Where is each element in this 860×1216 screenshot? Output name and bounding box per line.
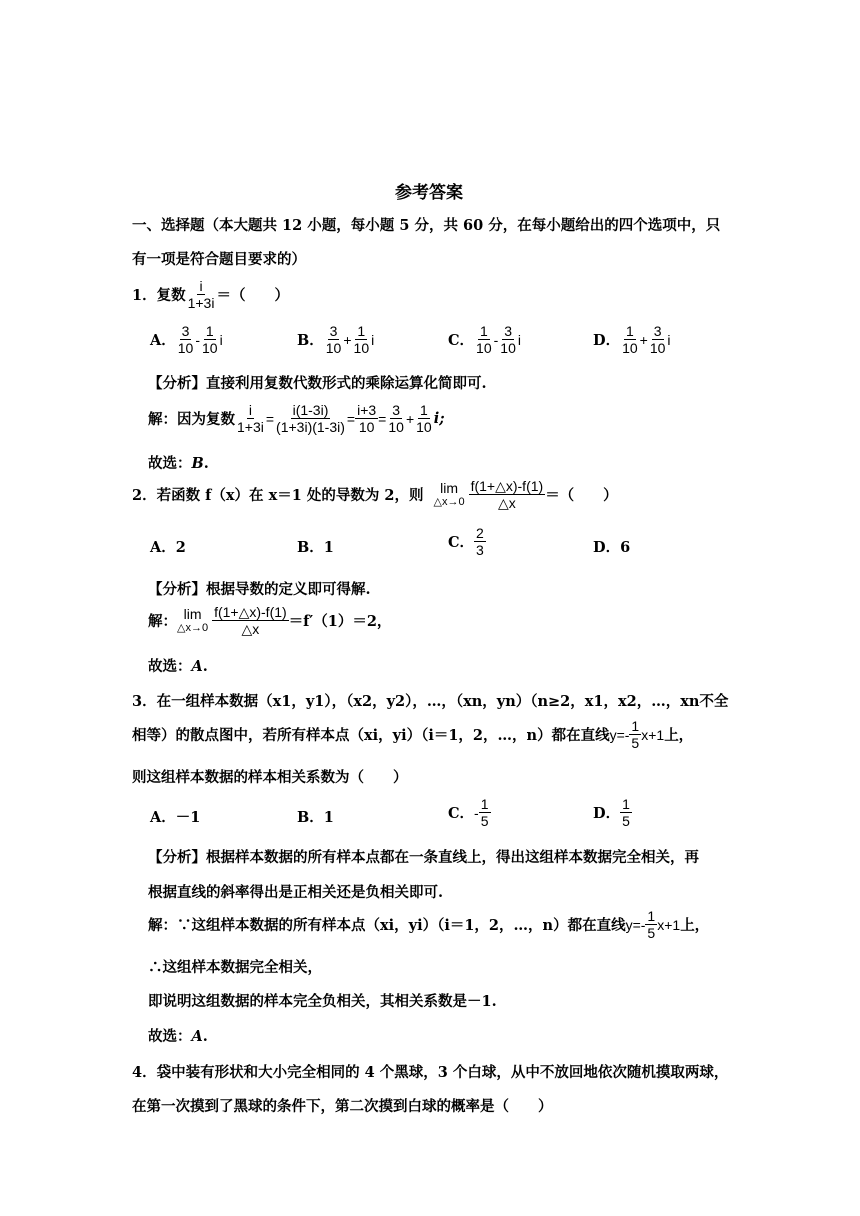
q3-analysis-line2: 根据直线的斜率得出是正相关还是负相关即可. — [148, 884, 444, 901]
section-header-line2: 有一项是符合题目要求的） — [132, 251, 306, 268]
q1-choice: 故选：B. — [148, 455, 209, 472]
q4-stem-line1: 4．袋中装有形状和大小完全相同的 4 个黑球，3 个白球，从中不放回地依次随机摸取两球， — [132, 1064, 729, 1081]
q3-analysis-line1: 【分析】根据样本数据的所有样本点都在一条直线上，得出这组样本数据完全相关，再 — [148, 849, 699, 866]
q3-option-d: D． $\frac{1}{5}$ — [593, 796, 630, 829]
q1-number: 1． — [132, 287, 157, 304]
q1-option-b: B． $\frac{3}{10}$ + $\frac{1}{10}$ i — [297, 323, 375, 356]
q1-solution: 解：因为复数 $\frac{i}{1+3i}$ = $\frac{i(1-3i)}{(1+3i)(1-3i)}$ = $\frac{i+3}{10}$ = $\frac{3}{10}$ + $\frac{1}{10}$ i; — [148, 402, 445, 435]
q3-stem-line2: 相等）的散点图中，若所有样本点（xi，yi）（i＝1，2，…，n）都在直线 y=- $\frac{1}{5}$ x+1 上， — [132, 718, 694, 751]
q1-analysis: 【分析】直接利用复数代数形式的乘除运算化简即可. — [148, 375, 487, 392]
q2-stem: 2． 若函数 f（x）在 x＝1 处的导数为 2，则 lim △x→0 $\frac{f(1+\triangle x)-f(1)}{\triangle x}$ ＝（ ） — [132, 478, 618, 511]
q4-stem-line2: 在第一次摸到了黑球的条件下，第二次摸到白球的概率是（ ） — [132, 1098, 553, 1115]
q3-stem-line1: 3．在一组样本数据（x1，y1），（x2，y2），…，（xn，yn）（n≥2，x1，x2，…，xn不全 — [132, 693, 729, 710]
q1-option-c: C． $\frac{1}{10}$ - $\frac{3}{10}$ i — [448, 323, 521, 356]
q1-option-d: D． $\frac{1}{10}$ + $\frac{3}{10}$ i — [593, 323, 671, 356]
q2-analysis: 【分析】根据导数的定义即可得解. — [148, 581, 371, 598]
q1-tail: ＝（ ） — [216, 287, 289, 304]
q2-option-d: D．6 — [593, 539, 631, 556]
q1-stem-text: 复数 — [156, 287, 186, 304]
q2-option-a: A．2 — [150, 539, 186, 556]
q3-option-b: B．1 — [297, 809, 334, 826]
q1-fraction: $\frac{i}{1+3i}$ — [187, 278, 215, 311]
page-title: 参考答案 — [395, 183, 463, 203]
q3-stem-line3: 则这组样本数据的样本相关系数为（ ） — [132, 769, 408, 786]
q2-solution: 解： lim △x→0 $\frac{f(1+\triangle x)-f(1)}{\triangle x}$ ＝f′（1）＝2， — [148, 604, 392, 637]
q2-option-b: B．1 — [297, 539, 334, 556]
q3-option-a: A．－1 — [150, 809, 201, 826]
q1-stem — [132, 278, 289, 311]
q2-option-c: C． $\frac{2}{3}$ — [448, 525, 484, 558]
q3-choice: 故选：A. — [148, 1028, 208, 1045]
q2-choice: 故选：A. — [148, 658, 208, 675]
q3-solution-line1: 解：∵这组样本数据的所有样本点（xi，yi）（i＝1，2，…，n）都在直线 y=- $\frac{1}{5}$ x+1 上， — [148, 908, 710, 941]
q3-solution-line2: ∴这组样本数据完全相关， — [148, 959, 322, 976]
q3-solution-line3: 即说明这组数据的样本完全负相关，其相关系数是－1. — [148, 993, 497, 1010]
q1-option-a: A． $\frac{3}{10}$ - $\frac{1}{10}$ i — [150, 323, 223, 356]
q3-option-c: C． - $\frac{1}{5}$ — [448, 796, 489, 829]
section-header-line1: 一、选择题（本大题共 12 小题，每小题 5 分，共 60 分，在每小题给出的四个选项中，只 — [132, 217, 721, 234]
